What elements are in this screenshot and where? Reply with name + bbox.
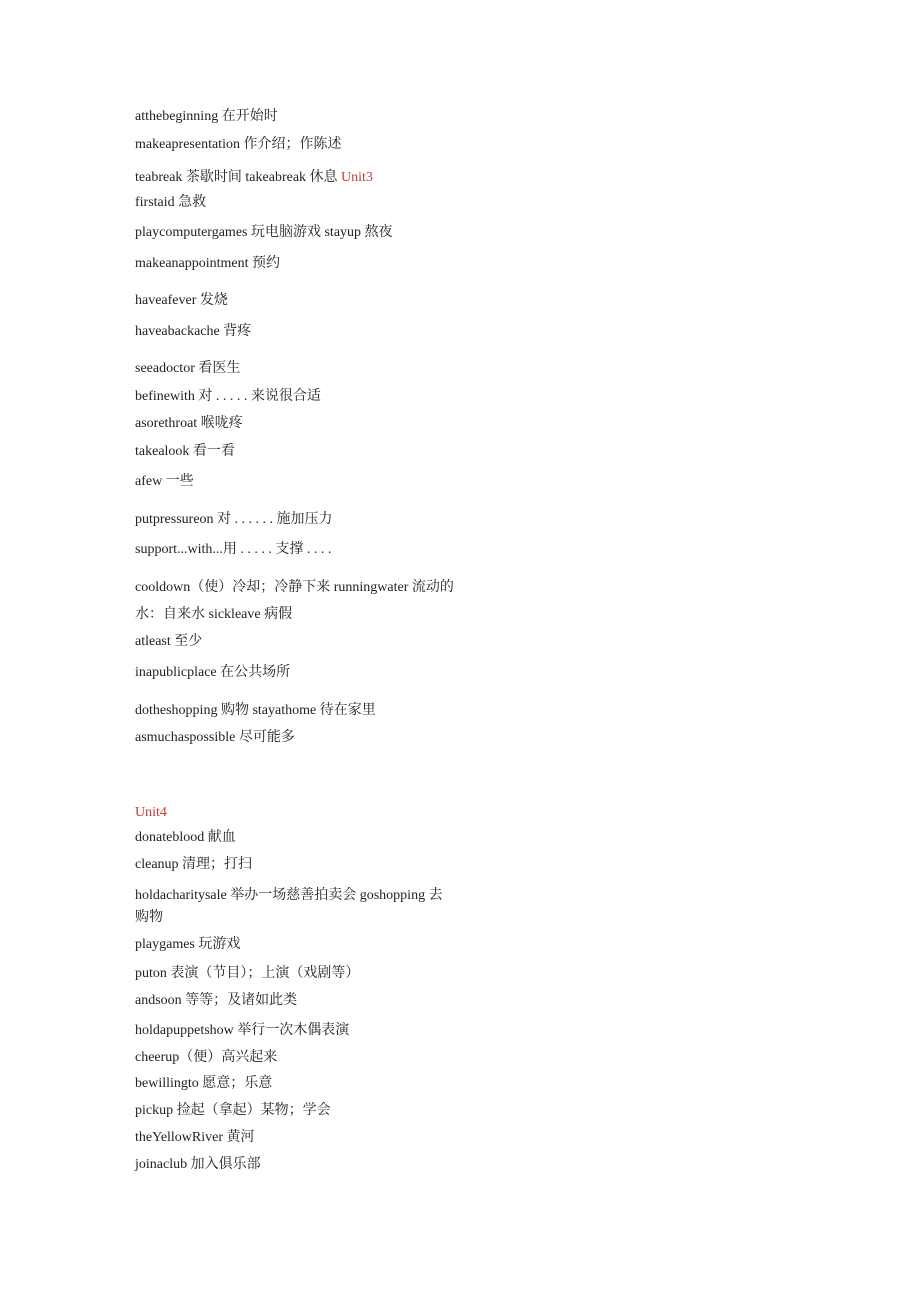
vocab-line: asmuchaspossible 尽可能多 (135, 730, 295, 745)
vocab-line: makeapresentation 作介绍；作陈述 (135, 137, 342, 152)
vocab-line: haveabackache 背疼 (135, 324, 252, 339)
vocab-line: befinewith 对 . . . . . 来说很合适 (135, 389, 321, 404)
vocab-line: putpressureon 对 . . . . . . 施加压力 (135, 512, 333, 527)
vocab-line: dotheshopping 购物 stayathome 待在家里 (135, 703, 376, 718)
vocab-line: firstaid 急救 (135, 195, 207, 210)
vocab-line: donateblood 献血 (135, 830, 236, 845)
vocab-line: haveafever 发烧 (135, 293, 228, 308)
vocab-line (135, 164, 495, 191)
unit4-heading: Unit4 (135, 805, 167, 820)
vocab-line: seeadoctor 看医生 (135, 361, 241, 376)
vocab-line: inapublicplace 在公共场所 (135, 665, 291, 680)
vocab-line: playcomputergames 玩电脑游戏 stayup 熬夜 (135, 225, 393, 240)
vocab-line: takealook 看一看 (135, 444, 235, 459)
vocab-line: bewillingto 愿意；乐意 (135, 1076, 273, 1091)
vocab-line: andsoon 等等；及诸如此类 (135, 993, 298, 1008)
vocab-line: atleast 至少 (135, 634, 203, 649)
vocab-line: theYellowRiver 黄河 (135, 1130, 255, 1145)
vocab-line: afew 一些 (135, 474, 194, 489)
vocab-line: 购物 (135, 910, 163, 925)
vocab-line: cleanup 清理；打扫 (135, 857, 253, 872)
vocab-line: 水：自来水 sickleave 病假 (135, 607, 293, 622)
vocab-text: teabreak 茶歇时间 takeabreak 休息 (135, 170, 342, 185)
vocab-line: pickup 捡起（拿起）某物；学会 (135, 1103, 331, 1118)
vocab-line: puton 表演（节目）；上演（戏剧等） (135, 966, 360, 981)
vocab-line: playgames 玩游戏 (135, 937, 241, 952)
vocab-line: support...with...用 . . . . . 支撑 . . . . (135, 542, 332, 557)
vocab-line: cheerup（便）高兴起来 (135, 1050, 278, 1065)
unit3-heading: Unit3 (341, 170, 373, 185)
vocab-line: joinaclub 加入俱乐部 (135, 1157, 261, 1172)
vocab-line: holdacharitysale 举办一场慈善拍卖会 goshopping 去 (135, 888, 443, 903)
vocab-line: cooldown（使）冷却；冷静下来 runningwater 流动的 (135, 580, 454, 595)
vocab-line: makeanappointment 预约 (135, 256, 281, 271)
vocab-line: holdapuppetshow 举行一次木偶表演 (135, 1023, 350, 1038)
vocab-line: asorethroat 喉咙疼 (135, 416, 243, 431)
vocab-line: atthebeginning 在开始时 (135, 109, 278, 124)
